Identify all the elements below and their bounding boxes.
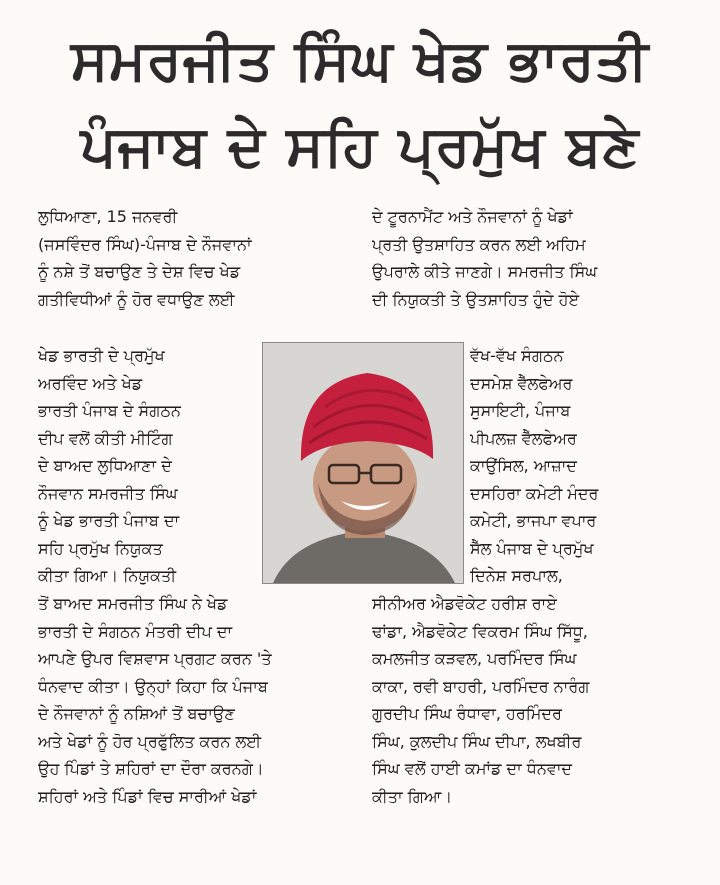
text-line: ਕਾਉਂਸਿਲ, ਆਜ਼ਾਦ: [470, 456, 577, 475]
text-line: ਧੰਨਵਾਦ ਕੀਤਾ। ਉਨ੍ਹਾਂ ਕਿਹਾ ਕਿ ਪੰਜਾਬ: [38, 676, 268, 696]
text-line: ਪ੍ਰਤੀ ਉਤਸ਼ਾਹਿਤ ਕਰਨ ਲਈ ਅਹਿਮ: [372, 234, 586, 254]
text-line: ਭਾਰਤੀ ਪੰਜਾਬ ਦੇ ਸੰਗਠਨ: [38, 401, 181, 420]
text-line: ਦੀਪ ਵਲੋਂ ਕੀਤੀ ਮੀਟਿੰਗ: [38, 428, 173, 448]
text-line: ਉਹ ਪਿੰਡਾਂ ਤੇ ਸ਼ਹਿਰਾਂ ਦਾ ਦੌਰਾ ਕਰਨਗੇ।: [38, 759, 264, 778]
left-column-top: [38, 203, 356, 313]
portrait-photo: [262, 342, 464, 584]
headline: [0, 18, 720, 190]
text-line: ਸਹਿ ਪ੍ਰਮੁੱਖ ਨਿਯੁਕਤ: [38, 538, 163, 558]
text-line: ਕਮੇਟੀ, ਭਾਜਪਾ ਵਪਾਰ: [470, 511, 597, 530]
portrait-illustration: [263, 343, 463, 583]
text-line: ਗੁਰਦੀਪ ਸਿੰਘ ਰੰਧਾਵਾ, ਹਰਮਿੰਦਰ: [372, 704, 562, 723]
text-line: ਨੂੰ ਖੇਡ ਭਾਰਤੀ ਪੰਜਾਬ ਦਾ: [38, 511, 180, 530]
text-line: ਉਪਰਾਲੇ ਕੀਤੇ ਜਾਣਗੇ। ਸਮਰਜੀਤ ਸਿੰਘ: [372, 262, 598, 281]
text-line: ਦਸਹਿਰਾ ਕਮੇਟੀ ਮੰਦਰ: [470, 483, 599, 503]
right-column-bottom: [372, 590, 690, 810]
text-line: ਨੌਜਵਾਨ ਸਮਰਜੀਤ ਸਿੰਘ: [38, 483, 178, 503]
text-line: ਸੁਸਾਇਟੀ, ਪੰਜਾਬ: [470, 401, 571, 420]
text-line: ਸੈੱਲ ਪੰਜਾਬ ਦੇ ਪ੍ਰਮੁੱਖ: [470, 538, 594, 558]
text-line: ਆਪਣੇ ਉਪਰ ਵਿਸ਼ਵਾਸ ਪ੍ਰਗਟ ਕਰਨ 'ਤੇ: [38, 649, 272, 668]
text-line: ਲੁਧਿਆਣਾ, 15 ਜਨਵਰੀ: [38, 207, 178, 226]
left-column-wrap: [38, 342, 254, 590]
left-column-bottom: [38, 590, 356, 810]
right-column-wrap: [470, 342, 690, 590]
text-line: (ਜਸਵਿੰਦਰ ਸਿੰਘ)-ਪੰਜਾਬ ਦੇ ਨੌਜਵਾਨਾਂ: [38, 234, 252, 254]
text-line: ਕਾਕਾ, ਰਵੀ ਬਾਹਰੀ, ਪਰਮਿੰਦਰ ਨਾਰੰਗ: [372, 676, 590, 696]
text-line: ਸਿੰਘ, ਕੁਲਦੀਪ ਸਿੰਘ ਦੀਪਾ, ਲਖਬੀਰ: [372, 731, 582, 751]
text-line: ਅਰਵਿੰਦ ਅਤੇ ਖੇਡ: [38, 373, 143, 393]
text-line: ਕੀਤਾ ਗਿਆ।: [372, 786, 453, 806]
text-line: ਦੇ ਬਾਅਦ ਲੁਧਿਆਣਾ ਦੇ: [38, 456, 172, 475]
headline-line-1: ਸਮਰਜੀਤ ਸਿੰਘ ਖੇਡ ਭਾਰਤੀ: [70, 28, 650, 93]
text-line: ਵੱਖ-ਵੱਖ ਸੰਗਠਨ: [470, 346, 564, 365]
text-line: ਗਤੀਵਿਧੀਆਂ ਨੂੰ ਹੋਰ ਵਧਾਉਣ ਲਈ: [38, 289, 235, 309]
text-line: ਖੇਡ ਭਾਰਤੀ ਦੇ ਪ੍ਰਮੁੱਖ: [38, 346, 165, 365]
text-line: ਦੇ ਟੂਰਨਾਮੈਂਟ ਅਤੇ ਨੌਜਵਾਨਾਂ ਨੂੰ ਖੇਡਾਂ: [372, 207, 573, 226]
text-line: ਨੂੰ ਨਸ਼ੇ ਤੋਂ ਬਚਾਉਣ ਤੇ ਦੇਸ਼ ਵਿਚ ਖੇਡ: [38, 262, 241, 281]
right-column-top: [372, 203, 690, 313]
text-line: ਤੋਂ ਬਾਅਦ ਸਮਰਜੀਤ ਸਿੰਘ ਨੇ ਖੇਡ: [38, 594, 228, 613]
text-line: ਕੀਤਾ ਗਿਆ। ਨਿਯੁਕਤੀ: [38, 566, 177, 585]
text-line: ਦੀ ਨਿਯੁਕਤੀ ਤੇ ਉਤਸ਼ਾਹਿਤ ਹੁੰਦੇ ਹੋਏ: [372, 289, 580, 309]
text-line: ਭਾਰਤੀ ਦੇ ਸੰਗਠਨ ਮੰਤਰੀ ਦੀਪ ਦਾ: [38, 621, 233, 641]
text-line: ਅਤੇ ਖੇਡਾਂ ਨੂੰ ਹੋਰ ਪ੍ਰਫੁੱਲਿਤ ਕਰਨ ਲਈ: [38, 731, 262, 751]
text-line: ਸੀਨੀਅਰ ਐਡਵੋਕੇਟ ਹਰੀਸ਼ ਰਾਏ: [372, 594, 557, 613]
text-line: ਦਸਮੇਸ਼ ਵੈੱਲਫੇਅਰ: [470, 373, 573, 393]
text-line: ਦੇ ਨੌਜਵਾਨਾਂ ਨੂੰ ਨਸ਼ਿਆਂ ਤੋਂ ਬਚਾਉਣ: [38, 704, 235, 723]
text-line: ਕਮਲਜੀਤ ਕੜਵਲ, ਪਰਮਿੰਦਰ ਸਿੰਘ: [372, 649, 577, 668]
text-line: ਢਾਂਡਾ, ਐਡਵੋਕੇਟ ਵਿਕਰਮ ਸਿੰਘ ਸਿੱਧੂ,: [372, 621, 588, 641]
text-line: ਸ਼ਹਿਰਾਂ ਅਤੇ ਪਿੰਡਾਂ ਵਿਚ ਸਾਰੀਆਂ ਖੇਡਾਂ: [38, 786, 257, 806]
text-line: ਦਿਨੇਸ਼ ਸਰਪਾਲ,: [470, 566, 563, 585]
text-line: ਸਿੰਘ ਵਲੋਂ ਹਾਈ ਕਮਾਂਡ ਦਾ ਧੰਨਵਾਦ: [372, 759, 573, 778]
text-line: ਪੀਪਲਜ਼ ਵੈੱਲਫੇਅਰ: [470, 428, 577, 448]
headline-line-2: ਪੰਜਾਬ ਦੇ ਸਹਿ ਪ੍ਰਮੁੱਖ ਬਣੇ: [80, 114, 640, 179]
